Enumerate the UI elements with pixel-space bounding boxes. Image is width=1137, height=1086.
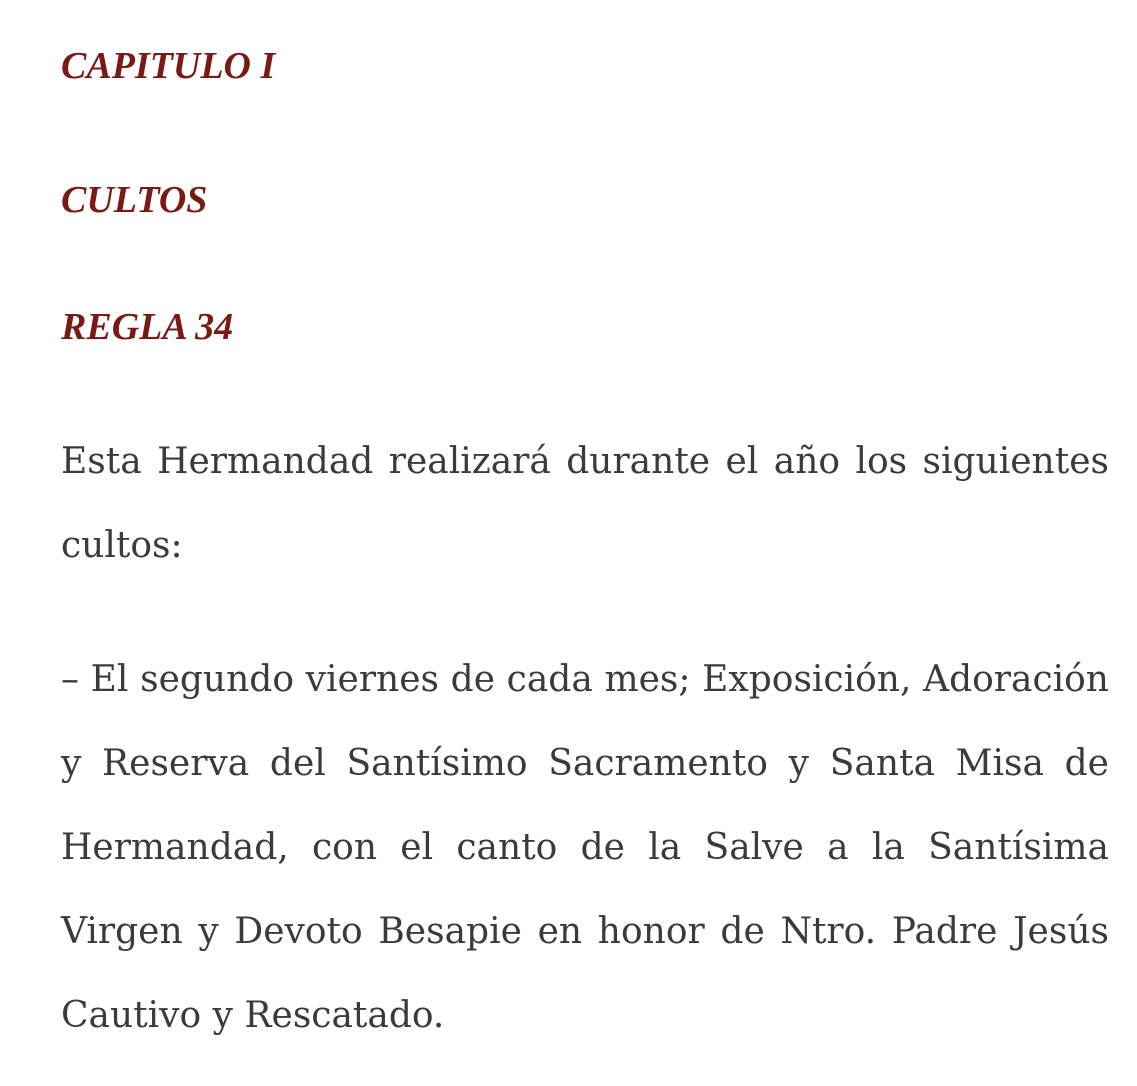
section-heading: CULTOS: [61, 179, 208, 221]
rule-heading: REGLA 34: [61, 306, 234, 348]
list-item-paragraph: – El segundo viernes de cada mes; Exposición, Adoración y Reserva del Santísimo Sacramento y Santa Misa de Hermandad, con el canto de la Salve a la Santísima Virgen y Devoto Besapie en honor de Ntro. Padre Jesús Cautivo y Rescatado.: [61, 659, 1109, 1036]
chapter-heading: CAPITULO I: [61, 45, 276, 87]
intro-paragraph: Esta Hermandad realizará durante el año los siguientes cultos:: [61, 441, 1109, 566]
